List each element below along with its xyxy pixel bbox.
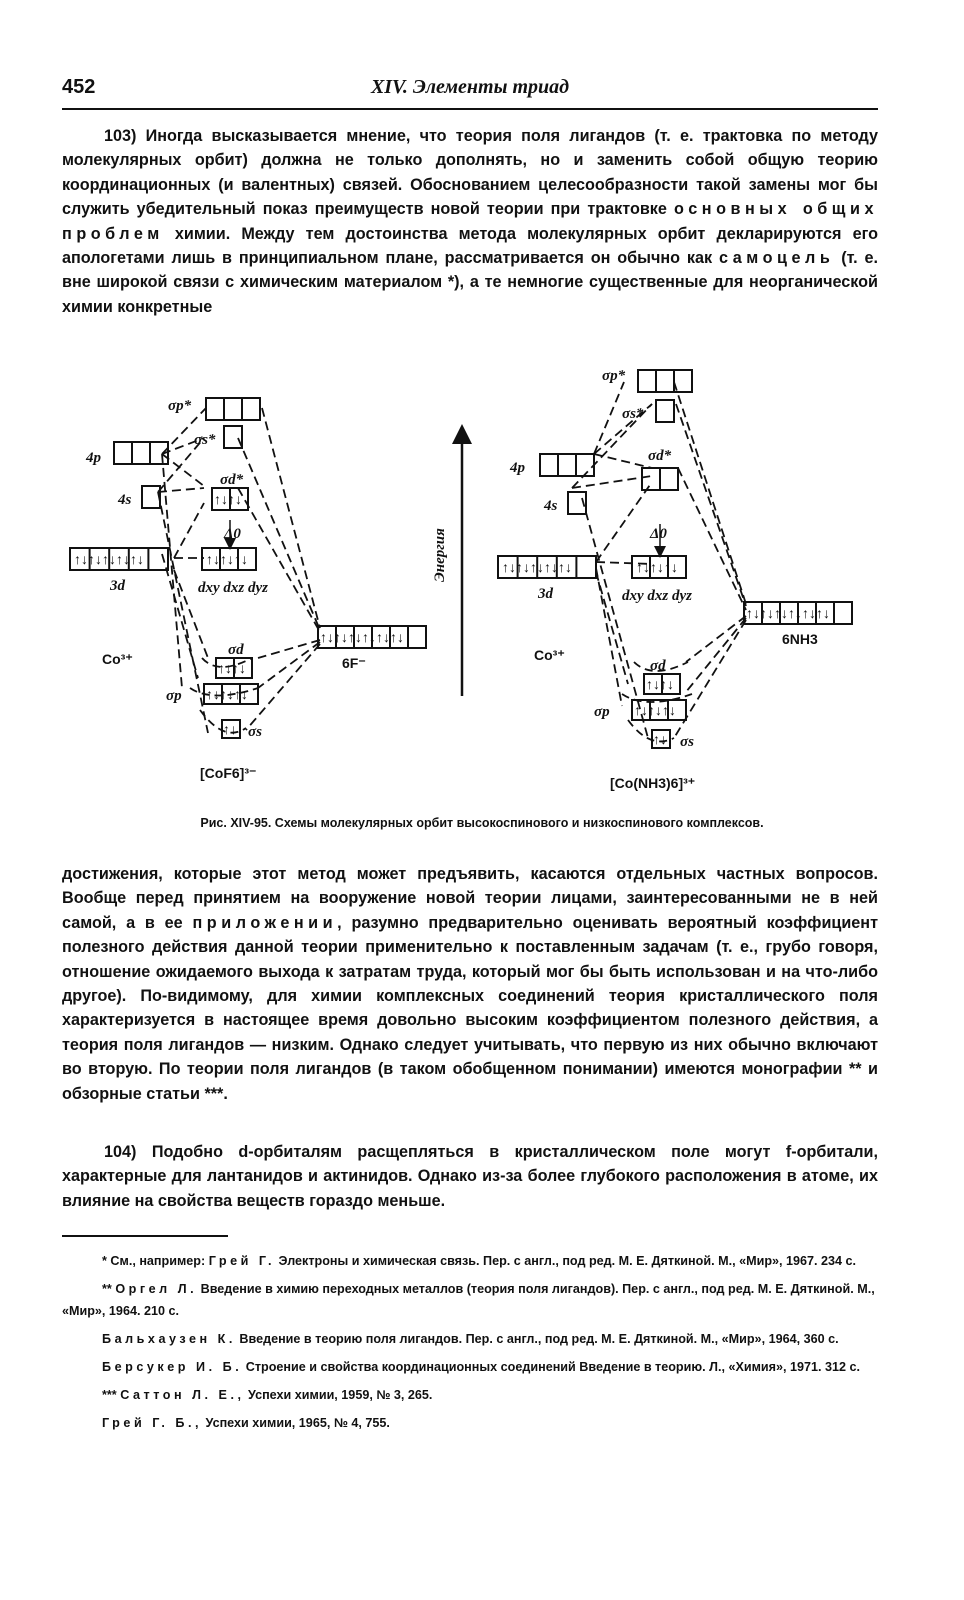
running-title: XIV. Элементы триад (370, 76, 570, 98)
left-label-4p: 4p (86, 450, 101, 466)
mo-diagram (62, 358, 902, 808)
footnote: Грей Г. Б., Успехи химии, 1965, № 4, 755. (102, 1416, 390, 1430)
right-label-4p: 4p (510, 460, 525, 476)
left-label-sigma-s-star: σs* (194, 432, 216, 448)
right-label-ligand: 6NH3 (782, 631, 818, 647)
svg-text:↑↓↑↓↑↓↑↓↑↓↑↓: ↑↓↑↓↑↓↑↓↑↓↑↓ (320, 629, 404, 645)
svg-text:↑↓↑↓↑↓↑↓↑↓: ↑↓↑↓↑↓↑↓↑↓ (502, 559, 572, 575)
paragraph-text: 103) Иногда высказывается мнение, что теория поля лигандов (т. е. трактовка по методу молекулярных орбит) должна не только дополнять, но и заменить собой общую теорию координационных (и валентных) связей. Обоснованием целесообразности такой замены мог бы служить убедительный показ преимуществ новой теории при трактовке (62, 127, 878, 219)
left-4p-box (114, 442, 168, 464)
left-sigma-s-star-box (224, 426, 242, 448)
svg-text:↑↓↑↓: ↑↓↑↓ (218, 660, 246, 676)
footnote: * См., например: Грей Г. Электроны и химическая связь. Пер. с англ., под ред. М. Е. Дяткиной. М., «Мир», 1967. 234 с. (102, 1254, 857, 1268)
right-label-ion: Co³⁺ (534, 647, 565, 663)
right-label-4s: 4s (544, 498, 558, 514)
left-label-sigma-p: σp (166, 688, 182, 704)
svg-text:↑↓: ↑↓ (223, 721, 237, 737)
footnote: *** Саттон Л. Е., Успехи химии, 1959, № 3, 265. (102, 1388, 433, 1402)
page-header (62, 76, 878, 106)
left-label-sigma-p-star: σp* (168, 398, 192, 414)
spaced-emphasis: основных общих проблем (62, 200, 879, 243)
right-sigma-p-star-box (638, 370, 692, 392)
paragraph-104 (62, 1140, 878, 1213)
page-number: 452 (62, 76, 96, 98)
paragraph-103 (62, 124, 878, 319)
right-label-3d: 3d (538, 586, 553, 602)
svg-text:↑↓↑↓: ↑↓↑↓ (214, 491, 242, 507)
paragraph-text: (т. е. вне широкой связи с химическим материалом *), а те немногие существенные для неорганической химии конкретные (62, 249, 879, 316)
right-label-sigma-d-star: σd* (648, 448, 672, 464)
mo-diagram-figure (62, 358, 902, 808)
footnote: Берсукер И. Б. Строение и свойства координационных соединений Введение в теорию. Л., «Химия», 1971. 312 с. (102, 1360, 861, 1374)
right-label-t2g: dxy dxz dyz (622, 588, 692, 604)
figure-caption: Рис. XIV-95. Схемы молекулярных орбит высокоспинового и низкоспинового комплексов. (200, 816, 764, 830)
right-label-sigma-p-star: σp* (602, 368, 626, 384)
svg-text:↑↓↑↓↑↓: ↑↓↑↓↑↓ (636, 559, 678, 575)
paragraph-continued (62, 862, 878, 1106)
left-sigma-p-star-box (206, 398, 260, 420)
svg-text:↑↓↑↓↑↓: ↑↓↑↓↑↓ (206, 686, 248, 702)
right-label-sigma-s-star: σs* (622, 406, 644, 422)
footnotes (62, 1250, 882, 1440)
right-label-sigma-d: σd (650, 658, 666, 674)
left-label-ligand: 6F⁻ (342, 655, 366, 671)
footnote: Бальхаузен К. Введение в теорию поля лигандов. Пер. с англ., под ред. М. Е. Дяткиной. М., «Мир», 1964, 360 с. (102, 1332, 839, 1346)
right-sigma-s-star-box (656, 400, 674, 422)
svg-text:↑↓↑↓↑↓↑↓↑↓: ↑↓↑↓↑↓↑↓↑↓ (74, 551, 144, 567)
left-4s-box (142, 486, 160, 508)
paragraph-text: , разумно предварительно оценивать вероятный коэффициент полезного действия данной теории применительно к поставленным задачам (т. е., грубо говоря, отношение ожидаемого выхода к затратам труда, который мог бы быть использован и на что-либо другое). По-видимому, для химии комплексных соединений теория кристаллического поля характеризуется в настоящее время довольно высоким коэффициентом полезного действия, а теория поля лигандов — низким. Однако следует учитывать, что первую из них обычно включают во вторую. По теории поля лигандов (в таком обобщенном понимании) имеются монографии ** и обзорные статьи ***. (62, 913, 879, 1103)
right-formula: [Co(NH3)6]³⁺ (610, 775, 696, 791)
header-rule (62, 108, 878, 110)
paragraph-text: химии. Между тем достоинства метода молекулярных орбит декларируются его апологетами лишь в принципиальном плане, рассматривается он обычно как (62, 224, 878, 268)
svg-text:↑↓↑↓↑↓↑↓↑↓↑↓: ↑↓↑↓↑↓↑↓↑↓↑↓ (746, 605, 830, 621)
svg-text:↑↓: ↑↓ (653, 731, 667, 747)
footnote-rule (62, 1235, 228, 1237)
footnote: ** Оргел Л. Введение в химию переходных металлов (теория поля лигандов). Пер. с англ., под ред. М. Е. Дяткиной. М., «Мир», 1964. 210 с. (62, 1282, 875, 1318)
energy-label: Энергия (432, 528, 448, 582)
left-label-4s: 4s (118, 492, 132, 508)
right-label-sigma-p: σp (594, 704, 610, 720)
right-labels (509, 368, 818, 791)
paragraph-text: 104) Подобно d-орбиталям расщепляться в кристаллическом поле могут f-орбитали, характерные для лантанидов и актинидов. Однако из-за более глубокого расположения в атоме, их влияние на свойства веществ гораздо меньше. (62, 1143, 878, 1210)
spaced-emphasis: самоцель (719, 249, 835, 268)
left-label-t2g: dxy dxz dyz (198, 580, 268, 596)
left-diagram (70, 398, 426, 738)
right-label-sigma-s: σs (680, 734, 694, 750)
spaced-emphasis: приложении (192, 913, 338, 932)
left-label-sigma-s: σs (248, 724, 262, 740)
svg-text:↑↓↑↓↑↓: ↑↓↑↓↑↓ (634, 702, 676, 718)
left-formula: [CoF6]³⁻ (200, 765, 257, 781)
left-label-ion: Co³⁺ (102, 651, 133, 667)
left-label-3d: 3d (110, 578, 125, 594)
left-label-delta: Δ0 (224, 526, 241, 542)
left-label-sigma-d: σd (228, 642, 244, 658)
svg-text:↑↓↑↓↑↓: ↑↓↑↓↑↓ (206, 551, 248, 567)
paragraph-text: достижения, которые этот метод может предъявить, касаются отдельных частных вопросов. Вообще перед принятием на вооружение новой теории лицами, заинтересованными не в ней самой, а в ее (62, 865, 878, 932)
right-label-delta: Δ0 (650, 526, 667, 542)
left-label-sigma-d-star: σd* (220, 472, 244, 488)
svg-text:↑↓↑↓: ↑↓↑↓ (646, 676, 674, 692)
energy-axis (432, 434, 462, 696)
